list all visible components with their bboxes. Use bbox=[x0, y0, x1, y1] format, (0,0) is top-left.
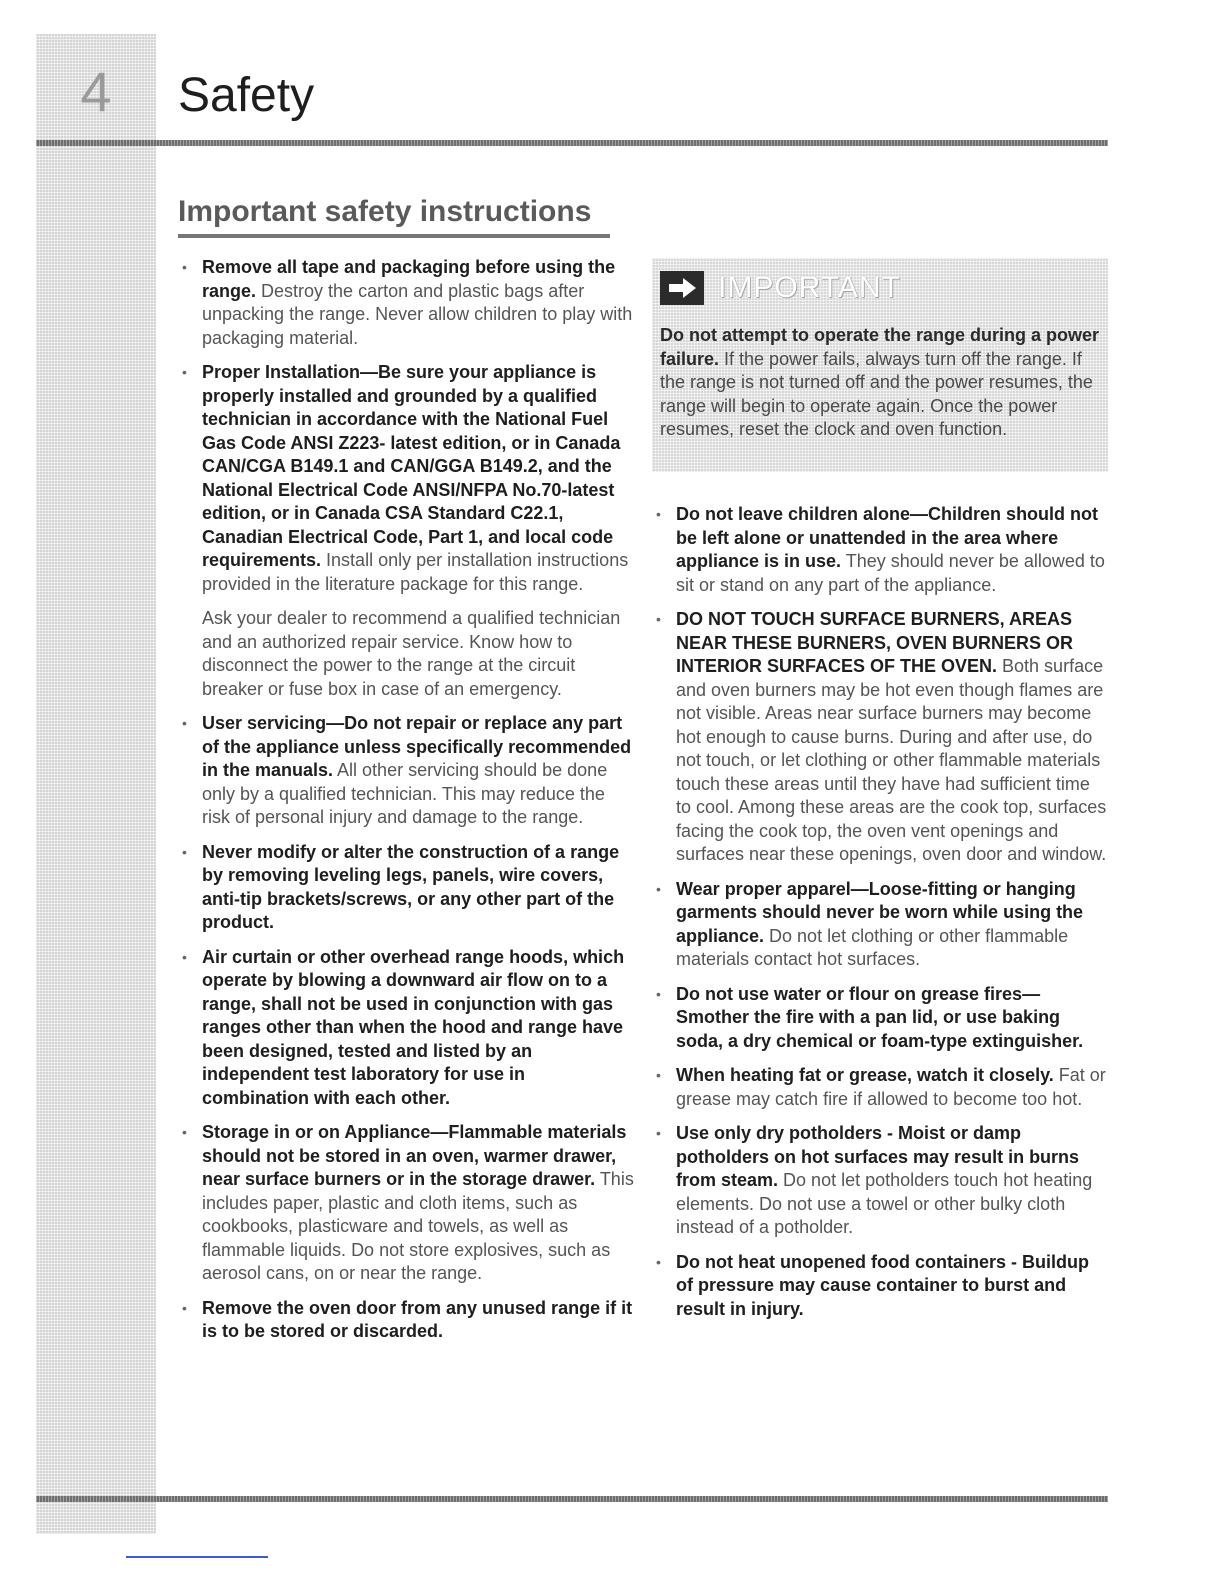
chapter-title: Safety bbox=[178, 69, 315, 122]
list-item: • Proper Installation—Be sure your appliance is properly installed and grounded by a qualified technician in accordance with the National Fuel Gas Code ANSI Z223- latest edition, or in Canada CAN/CGA B149.1 and CAN/GGA B149.2, and the National Electrical Code ANSI/NFPA No.70-latest edition, or in Canada CSA Standard C22.1, Canadian Electrical Code, Part 1, and local code requirements. Install only per installation instructions provided in the literature package for this range. bbox=[182, 362, 629, 594]
bullet-icon: • bbox=[182, 1299, 187, 1316]
bullet-icon: • bbox=[182, 259, 187, 275]
important-title: IMPORTANT bbox=[718, 271, 901, 304]
arrow-right-icon bbox=[660, 271, 704, 305]
paragraph: Ask your dealer to recommend a qualified technician and an authorized repair service. Know how to disconnect the power to the range at the circuit breaker or fuse box in case of an emergency. bbox=[202, 608, 621, 699]
list-item: • Do not use water or flour on grease fires—Smother the fire with a pan lid, or use baking soda, a dry chemical or foam-type extinguisher. bbox=[656, 983, 1084, 1051]
chapter-sidebar bbox=[36, 34, 156, 1534]
header-rule bbox=[36, 140, 1108, 146]
bullet-icon: • bbox=[182, 948, 187, 965]
right-column bbox=[652, 503, 1108, 1332]
important-header bbox=[660, 270, 901, 306]
list-item: • Do not leave children alone—Children should not be left alone or unattended in the area where appliance is in use. They should never be allowed to sit or stand on any part of the appliance. bbox=[656, 504, 1105, 595]
bullet-icon: • bbox=[182, 843, 187, 860]
bullet-icon: • bbox=[656, 611, 661, 627]
bullet-icon: • bbox=[182, 1124, 187, 1140]
list-item: • Air curtain or other overhead range hoods, which operate by blowing a downward air flow on to a range, shall not be used in conjunction with gas ranges other than when the hood and range have been designed, tested and listed by an independent test laboratory for use in combination with each other. bbox=[182, 946, 625, 1108]
bullet-icon: • bbox=[656, 1253, 661, 1270]
list-item: • Remove the oven door from any unused range if it is to be stored or discarded. bbox=[182, 1297, 633, 1341]
list-item: • Remove all tape and packaging before using the range. Destroy the carton and plastic bags after unpacking the range. Never allow children to play with packaging material. bbox=[182, 257, 633, 348]
bullet-icon: • bbox=[656, 1125, 661, 1141]
bullet-icon: • bbox=[182, 364, 187, 380]
list-item: • Never modify or alter the construction of a range by removing leveling legs, panels, wire covers, anti-tip brackets/screws, or any other part of the product. bbox=[182, 841, 620, 932]
footer-link-underline bbox=[126, 1556, 268, 1558]
bullet-icon: • bbox=[656, 506, 661, 522]
list-item: • Wear proper apparel—Loose-fitting or hanging garments should never be worn while using the appliance. Do not let clothing or other flammable materials contact hot surfaces. bbox=[656, 878, 1084, 969]
list-item: • Do not heat unopened food containers - Buildup of pressure may cause container to burst and result in injury. bbox=[656, 1251, 1089, 1319]
chapter-number: 4 bbox=[80, 60, 112, 123]
section-title: Important safety instructions bbox=[178, 192, 610, 238]
list-item: • User servicing—Do not repair or replace any part of the appliance unless specifically recommended in the manuals. All other servicing should be done only by a qualified technician. This may reduce the risk of personal injury and damage to the range. bbox=[182, 713, 632, 827]
list-item: • DO NOT TOUCH SURFACE BURNERS, AREAS NEAR THESE BURNERS, OVEN BURNERS OR INTERIOR SURFACES OF THE OVEN. Both surface and oven burners may be hot even though flames are not visible. Areas near surface burners may become hot enough to cause burns. During and after use, do not touch, or let clothing or other flammable materials touch these areas until they have had sufficient time to cool. Among these areas are the cook top, surfaces facing the cook top, the oven vent openings and surfaces near these openings, oven door and window. bbox=[656, 609, 1107, 864]
bullet-icon: • bbox=[656, 880, 661, 897]
bullet-icon: • bbox=[182, 715, 187, 731]
bullet-icon: • bbox=[656, 1067, 661, 1083]
bullet-icon: • bbox=[656, 985, 661, 1002]
list-item: • Storage in or on Appliance—Flammable materials should not be stored in an oven, warmer drawer, near surface burners or in the storage drawer. This includes paper, plastic and cloth items, such as cookbooks, plasticware and towels, as well as flammable liquids. Do not store explosives, such as aerosol cans, on or near the range. bbox=[182, 1122, 634, 1283]
important-notice bbox=[652, 258, 1108, 472]
footer-rule bbox=[36, 1496, 1108, 1502]
left-column bbox=[178, 256, 636, 1355]
list-item: • Use only dry potholders - Moist or damp potholders on hot surfaces may result in burns from steam. Do not let potholders touch hot heating elements. Do not use a towel or other bulky cloth instead of a potholder. bbox=[656, 1123, 1093, 1237]
list-item: • When heating fat or grease, watch it closely. Fat or grease may catch fire if allowed to become too hot. bbox=[656, 1065, 1106, 1109]
important-body: Do not attempt to operate the range during a power failure. If the power fails, always turn off the range. If the range is not turned off and the power resumes, the range will begin to operate again. Once the power resumes, reset the clock and oven function. bbox=[660, 325, 1100, 439]
